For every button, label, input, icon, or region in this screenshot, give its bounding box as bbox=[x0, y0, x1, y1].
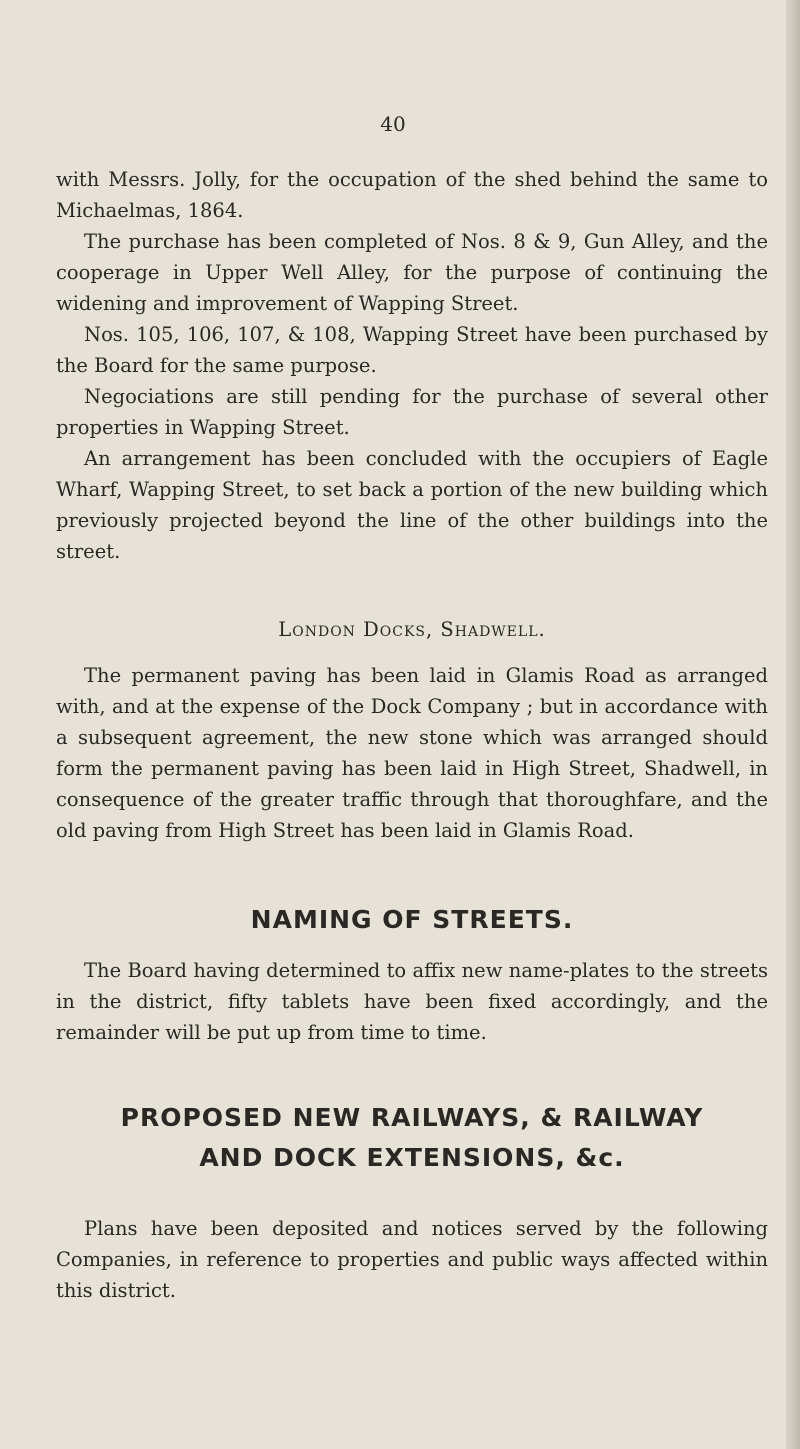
heading-naming-streets: NAMING OF STREETS. bbox=[250, 905, 574, 934]
paragraph-plans-deposited: Plans have been deposited and notices served by the following Companies, in reference to properties and public ways affected within this district. bbox=[56, 1217, 768, 1302]
paragraph-wapping-nos: Nos. 105, 106, 107, & 108, Wapping Street have been purchased by the Board for the same purpose. bbox=[56, 323, 768, 377]
docks-section bbox=[56, 660, 768, 846]
paragraph-messrs-jolly: with Messrs. Jolly, for the occupation of the shed behind the same to Michaelmas, 1864. bbox=[56, 168, 768, 222]
streets-section bbox=[56, 955, 768, 1048]
subheading-london-docks: London Docks, Shadwell. bbox=[278, 618, 546, 641]
railways-section bbox=[56, 1213, 768, 1306]
page-number: 40 bbox=[380, 112, 406, 136]
page-edge-shadow bbox=[786, 0, 800, 1449]
paragraph-gun-alley: The purchase has been completed of Nos. 8 & 9, Gun Alley, and the cooperage in Upper Well Alley, for the purpose of continuing the widening and improvement of Wapping Street. bbox=[56, 230, 768, 315]
top-section bbox=[56, 164, 768, 567]
paragraph-glamis-road: The permanent paving has been laid in Glamis Road as arranged with, and at the expense of the Dock Company ; but in accordance with a subsequent agreement, the new stone which was arranged should form the permanent paving has been laid in High Street, Shadwell, in consequence of the greater traffic through that thoroughfare, and the old paving from High Street has been laid in Glamis Road. bbox=[56, 664, 768, 842]
paragraph-negociations: Negociations are still pending for the purchase of several other properties in Wapping Street. bbox=[56, 385, 768, 439]
paragraph-name-plates: The Board having determined to affix new name-plates to the streets in the district, fifty tablets have been fixed accordingly, and the remainder will be put up from time to time. bbox=[56, 959, 768, 1044]
heading-railways-line-1: PROPOSED NEW RAILWAYS, & RAILWAY bbox=[120, 1103, 704, 1132]
paragraph-eagle-wharf: An arrangement has been concluded with the occupiers of Eagle Wharf, Wapping Street, to set back a portion of the new building which previously projected beyond the line of the other buildings into the street. bbox=[56, 447, 768, 563]
heading-railways-line-2: AND DOCK EXTENSIONS, &c. bbox=[199, 1143, 625, 1172]
heading-railways bbox=[56, 1098, 768, 1178]
